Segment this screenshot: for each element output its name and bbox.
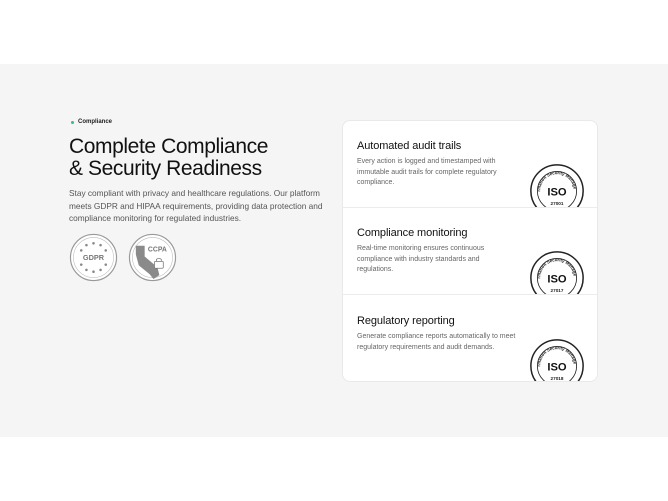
iso-27018-seal-icon bbox=[529, 338, 585, 382]
status-dot-icon bbox=[71, 121, 74, 124]
feature-audit-trails bbox=[343, 121, 598, 208]
iso-number: 27018 bbox=[550, 376, 564, 381]
iso-label: ISO bbox=[547, 361, 567, 374]
gdpr-seal-icon bbox=[69, 233, 118, 282]
section-badge-label: Compliance bbox=[78, 119, 113, 125]
iso-ring-text: rmation Security Manage bbox=[536, 170, 578, 192]
iso-27017-seal-icon bbox=[529, 250, 585, 295]
page-title-line-1: Complete Compliance bbox=[69, 135, 268, 158]
feature-description: Real-time monitoring ensures continuous compliance with industry standards and regulations. bbox=[357, 245, 485, 274]
section-description: Stay compliant with privacy and healthcare regulations. Our platform meets GDPR and HIPAA requirements, providing data protection and compliance monitoring for regulated industries. bbox=[69, 188, 323, 223]
iso-number: 27001 bbox=[550, 201, 564, 206]
features-card bbox=[342, 120, 598, 382]
feature-title: Regulatory reporting bbox=[357, 315, 455, 327]
gdpr-seal-label: GDPR bbox=[82, 253, 105, 263]
ccpa-seal-label: CCPA bbox=[147, 246, 167, 254]
iso-27001-seal-icon bbox=[529, 163, 585, 208]
feature-description: Every action is logged and timestamped with immutable audit trails for complete regulatory compliance. bbox=[357, 158, 497, 187]
iso-number: 27017 bbox=[550, 288, 564, 293]
iso-ring-text: rmation Security Manage bbox=[536, 257, 578, 279]
feature-title: Automated audit trails bbox=[357, 140, 462, 152]
section-badge bbox=[71, 119, 112, 125]
page-title-line-2: & Security Readiness bbox=[69, 157, 262, 180]
feature-title: Compliance monitoring bbox=[357, 227, 468, 239]
feature-description: Generate compliance reports automatically to meet regulatory requirements and audit demands. bbox=[357, 333, 516, 351]
iso-label: ISO bbox=[547, 273, 567, 286]
iso-ring-text: rmation Security Manage bbox=[536, 345, 578, 367]
feature-compliance-monitoring bbox=[343, 208, 598, 295]
iso-label: ISO bbox=[547, 186, 567, 199]
feature-regulatory-reporting bbox=[343, 296, 598, 382]
ccpa-seal-icon bbox=[128, 233, 177, 282]
page-title bbox=[69, 136, 329, 180]
